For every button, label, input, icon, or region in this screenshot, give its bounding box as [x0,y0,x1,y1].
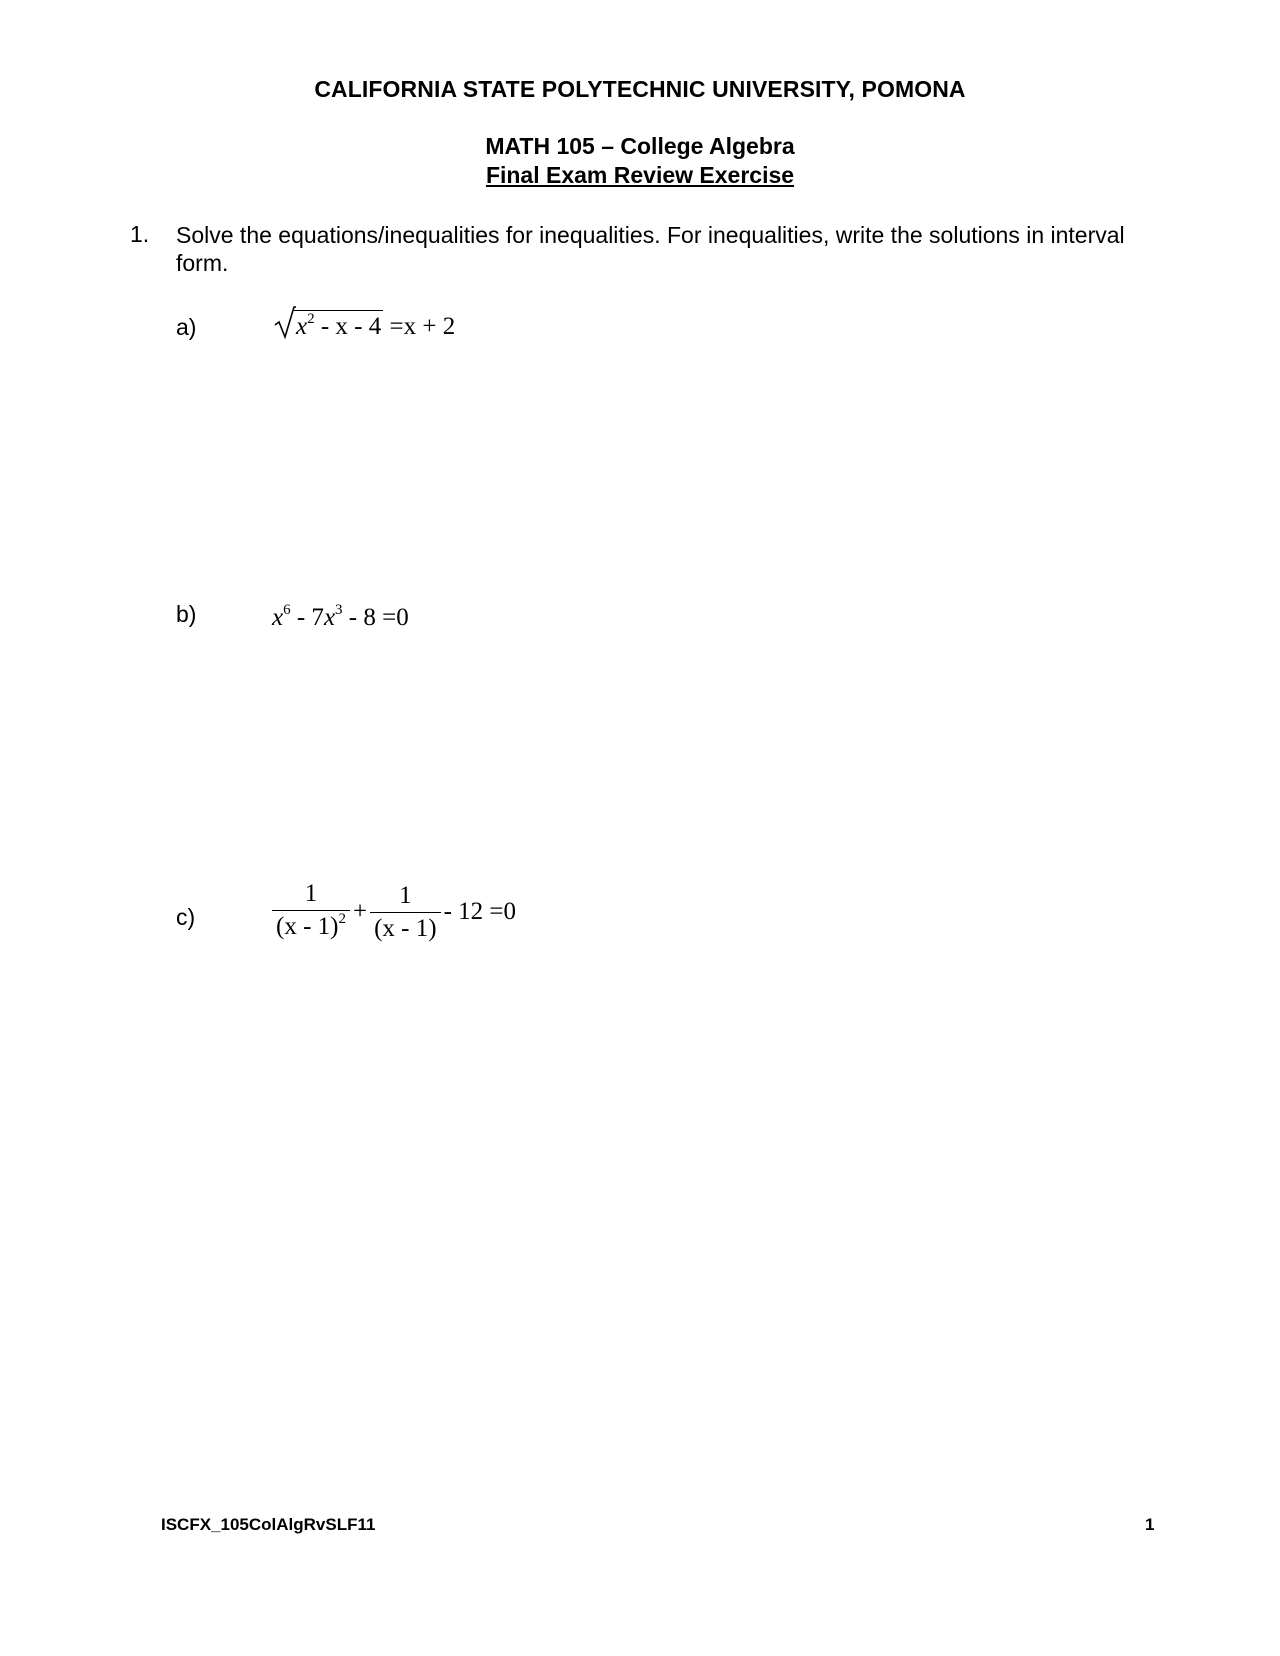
question-instructions: Solve the equations/inequalities for inequalities. For inequalities, write the solutions in interval form. [176,222,1125,276]
part-a-label: a) [176,314,197,340]
radical-sign-icon [274,306,296,340]
document-subtitle: Final Exam Review Exercise [485,162,795,188]
radicand: $x^2$ - x - 4 [296,311,382,340]
footer-document-code: ISCFX_105ColAlgRvSLF11 [161,1515,376,1534]
footer-page-number: 1 [1145,1515,1155,1534]
part-b-label: b) [176,601,197,627]
part-b-equation: $x^6 - 7x^3 - 8 =0$ [272,602,409,631]
square-root [272,310,383,341]
part-a-equation [272,310,455,341]
fraction-2: $\frac{1}{(x - 1)}$ [370,882,440,943]
part-c-label: c) [176,904,196,930]
course-title: MATH 105 – College Algebra [485,133,795,159]
part-a-rhs: =x + 2 [383,313,456,340]
university-title: CALIFORNIA STATE POLYTECHNIC UNIVERSITY, POMONA [314,76,966,102]
part-c-equation: $\frac{1}{(x - 1)^2}$ + $\frac{1}{(x - 1)}$ - 12 =0 [272,880,519,944]
question-number: 1. [130,221,150,247]
fraction-1: $\frac{1}{(x - 1)^2}$ [272,880,350,944]
